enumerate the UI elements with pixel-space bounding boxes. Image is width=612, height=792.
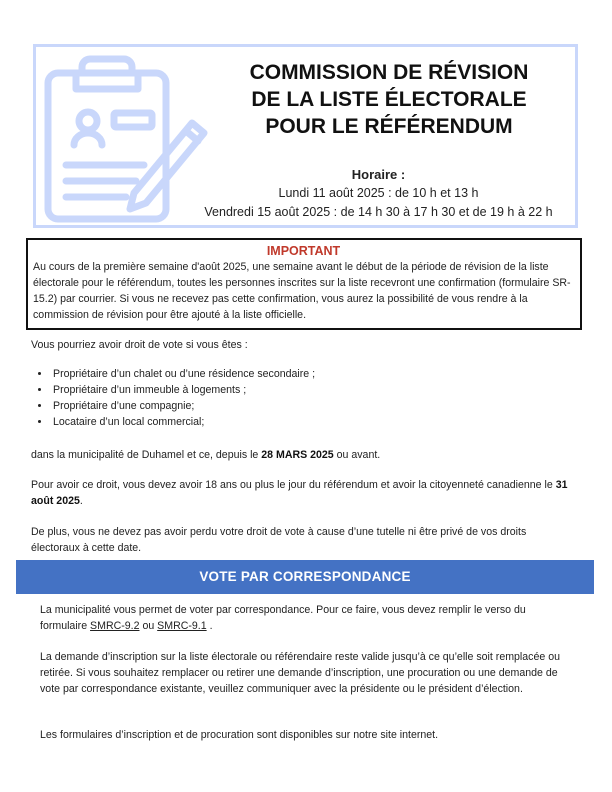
muni-text-before: dans la municipalité de Duhamel et ce, depuis le (31, 449, 262, 461)
form-smrc-9-2-link[interactable]: SMRC-9.2 (90, 620, 140, 632)
age-date: 31 août 2025 (31, 479, 568, 507)
page-title (214, 59, 564, 140)
form-smrc-9-1-link[interactable]: SMRC-9.1 (157, 620, 207, 632)
schedule (176, 165, 581, 222)
header-box (33, 44, 578, 228)
schedule-line-1: Lundi 11 août 2025 : de 10 h et 13 h (278, 186, 479, 200)
title-line-3: POUR LE RÉFÉRENDUM (265, 115, 513, 138)
mail-vote-text-after: . (206, 620, 213, 632)
mail-vote-text-mid: ou (139, 620, 158, 632)
important-title: IMPORTANT (266, 244, 341, 258)
list-item: • Propriétaire d’un chalet ou d’une résidence secondaire ; (51, 366, 551, 382)
schedule-line-2: Vendredi 15 août 2025 : de 14 h 30 à 17 h 30 et de 19 h à 22 h (204, 205, 553, 219)
age-text-before: Pour avoir ce droit, vous devez avoir 18 ans ou plus le jour du référendum et avoir la citoyenneté canadienne le (31, 479, 556, 491)
important-text: Au cours de la première semaine d'août 2025, une semaine avant le début de la période de révision de la liste électorale pour le référendum, toutes les personnes inscrites sur la liste recevront une confirmation (formulaire SR-15.2) par courrier. Si vous ne recevez pas cette confirmation, vous aurez la possibilité de vous rendre à la commission de révision pour être ajouté à la liste officielle. (33, 261, 571, 321)
list-item: • Propriétaire d’un immeuble à logements ; (51, 382, 551, 398)
mail-vote-paragraph (40, 602, 560, 634)
mail-vote-banner: VOTE PAR CORRESPONDANCE (16, 560, 594, 594)
age-text-after: . (79, 495, 83, 507)
muni-date: 28 MARS 2025 (261, 449, 334, 461)
forms-availability-paragraph: Les formulaires d’inscription et de procuration sont disponibles sur notre site internet. (40, 729, 439, 741)
eligibility-intro: Vous pourriez avoir droit de vote si vous êtes : (31, 339, 248, 351)
voting-right-loss-paragraph: De plus, vous ne devez pas avoir perdu votre droit de vote à cause d’une tutelle ni être privé de vos droits électoraux à cette date. (31, 526, 527, 554)
list-item: • Propriétaire d’une compagnie; (51, 398, 551, 414)
title-line-1: COMMISSION DE RÉVISION (249, 61, 529, 84)
mail-vote-text-before: La municipalité vous permet de voter par correspondance. Pour ce faire, vous devez remplir le verso du formulaire (40, 604, 526, 632)
schedule-title: Horaire : (351, 167, 406, 182)
municipality-paragraph (31, 447, 576, 463)
important-notice (26, 238, 582, 330)
age-paragraph (31, 477, 576, 509)
registration-validity-paragraph: La demande d’inscription sur la liste électorale ou référendaire reste valide jusqu’à ce qu’elle soit remplacée ou retirée. Si vous souhaitez remplacer ou retirer une demande d’inscription, une procuration ou une demande de vote par correspondance existante, veuillez communiquer avec la présidente ou le président d’élection. (40, 651, 560, 695)
muni-text-after: ou avant. (333, 449, 381, 461)
list-item: • Locataire d’un local commercial; (51, 414, 551, 430)
title-line-2: DE LA LISTE ÉLECTORALE (251, 88, 527, 111)
eligibility-list (31, 366, 551, 430)
